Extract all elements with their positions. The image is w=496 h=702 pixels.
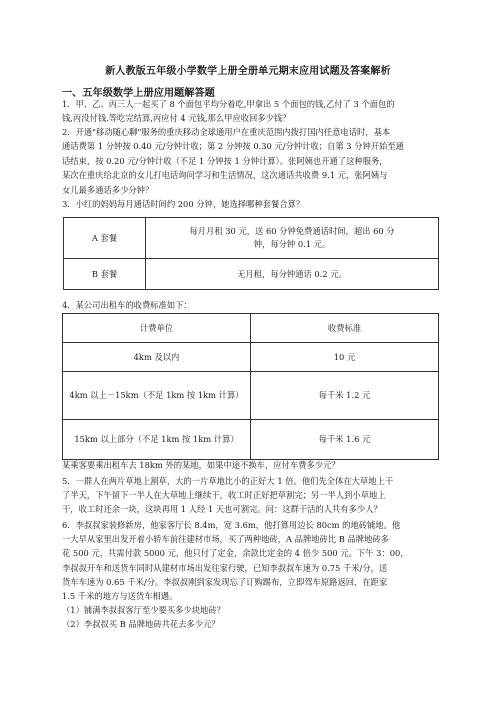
section-heading: 一、五年级数学上册应用题解答题: [62, 88, 215, 99]
question-line: 李叔叔开车和送货车同时从建材市场出发往家行驶，已知李叔叔车速为 0.75 千米/分，送: [62, 562, 388, 573]
question-line: 货车车速为 0.65 千米/分。李叔叔刚到家发现忘了订购踢布，立即驾车原路返回，在距家: [62, 576, 388, 587]
question-line: 花 500 元，共需付款 5000 元，他只付了定金，余款比定金的 4 倍少 500 元。下午 3：00，: [62, 548, 409, 559]
table-row: [64, 218, 439, 259]
question-line: 1.5 千米的地方与送货车相遇。: [62, 591, 178, 602]
table-cell: 4km 以上－15km（不足 1km 按 1km 计算）: [63, 372, 251, 420]
sub-question: （2）李叔叔买 B 品牌地砖共花去多少元？: [62, 619, 220, 630]
question-line: 一大早从家里出发开着小轿车前往建材市场，买了两种地砖，A 品牌地砖比 B 品牌地砖多: [62, 534, 389, 545]
table-header-row: [63, 314, 439, 343]
question-line: 女儿最多通话多少分钟？: [62, 184, 154, 195]
plan-name: B 套餐: [64, 259, 146, 290]
plan-description-line: 钟，每分钟 0.1 元。: [253, 239, 331, 249]
table-row: [63, 420, 439, 460]
table-cell: 15km 以上部分（不足 1km 按 1km 计算）: [63, 420, 251, 460]
table-cell: 10 元: [251, 343, 439, 372]
question-line: 了半天，下午留下一半人在大草地上继续干，收工时正好把草割完；另一半人到小草地上: [62, 490, 386, 500]
column-header: 计费单位: [63, 314, 251, 343]
column-header: 收费标准: [251, 314, 439, 343]
document-title: 新人教版五年级小学数学上册全册单元期末应用试题及答案解析: [105, 66, 391, 77]
table-row: [63, 372, 439, 420]
plan-description: [146, 218, 439, 259]
question-line: 话结束，按 0.20 元/分钟计收（不足 1 分钟按 1 分钟计算）。张阿姨也开通了这种服务，: [62, 155, 388, 166]
table-row: [63, 343, 439, 372]
fare-table: [62, 313, 439, 460]
question-line: 钱,丙没付钱.等吃完结算,丙应付 4 元钱,那么甲应收回多少钱？: [62, 113, 291, 123]
table-row: [64, 259, 439, 290]
question-line: 6．李叔叔家装修新房，他家客厅长 8.4m，宽 3.6m，他打算用边长 80cm 的地砖铺地。他: [62, 520, 401, 530]
plan-name: A 套餐: [64, 218, 146, 259]
question-4-followup: 某乘客要乘出租车去 18km 外的某地，如果中途不换车，应付车费多少元？: [62, 460, 340, 470]
table-cell: 每千米 1.6 元: [251, 420, 439, 460]
table-cell: 4km 及以内: [63, 343, 251, 372]
question-line: 通话费第 1 分钟按 0.40 元/分钟计收；第 2 分钟按 0.30 元/分钟计收；自第 3 分钟开始至通: [62, 141, 404, 152]
question-line: 2．开通"移动随心聊"服务的重庆移动全球通用户在重庆范围内拨打国内任意电话时，基本: [62, 127, 391, 137]
question-6: [62, 518, 440, 632]
question-2: [62, 125, 440, 197]
question-line: 1．甲、乙、丙三人一起买了 8 个面包平均分着吃,甲拿出 5 个面包的钱,乙付了 3 个面包的: [62, 99, 395, 109]
question-5: [62, 474, 440, 516]
table-cell: 每千米 1.2 元: [251, 372, 439, 420]
question-line: 某次在重庆给北京的女儿打电话询问学习和生活情况，这次通话共收费 9.1 元，张阿姨与: [62, 170, 388, 181]
sub-question: （1）铺满李叔叔客厅至少要买多少块地砖？: [62, 605, 225, 616]
question-3-line: 3．小红的妈妈每月通话时间约 200 分钟，她选择哪种套餐合算？: [62, 199, 305, 209]
question-line: 干，收工时还余一块，这块再用 1 人经 1 天也可割完。问：这群干活的人共有多少人？: [62, 504, 382, 514]
question-4-line: 4．某公司出租车的收费标准如下：: [62, 300, 192, 310]
question-line: 5．一群人在两片草地上割草，大的一片草地比小的正好大 1 倍。他们先全体在大草地上干: [62, 476, 394, 486]
plan-table: [63, 217, 439, 290]
plan-description: 无月租，每分钟通话 0.2 元。: [146, 259, 439, 290]
question-1: [62, 97, 440, 125]
plan-description-line: 每月月租 30 元，送 60 分钟免费通话时间，超出 60 分: [189, 226, 395, 236]
